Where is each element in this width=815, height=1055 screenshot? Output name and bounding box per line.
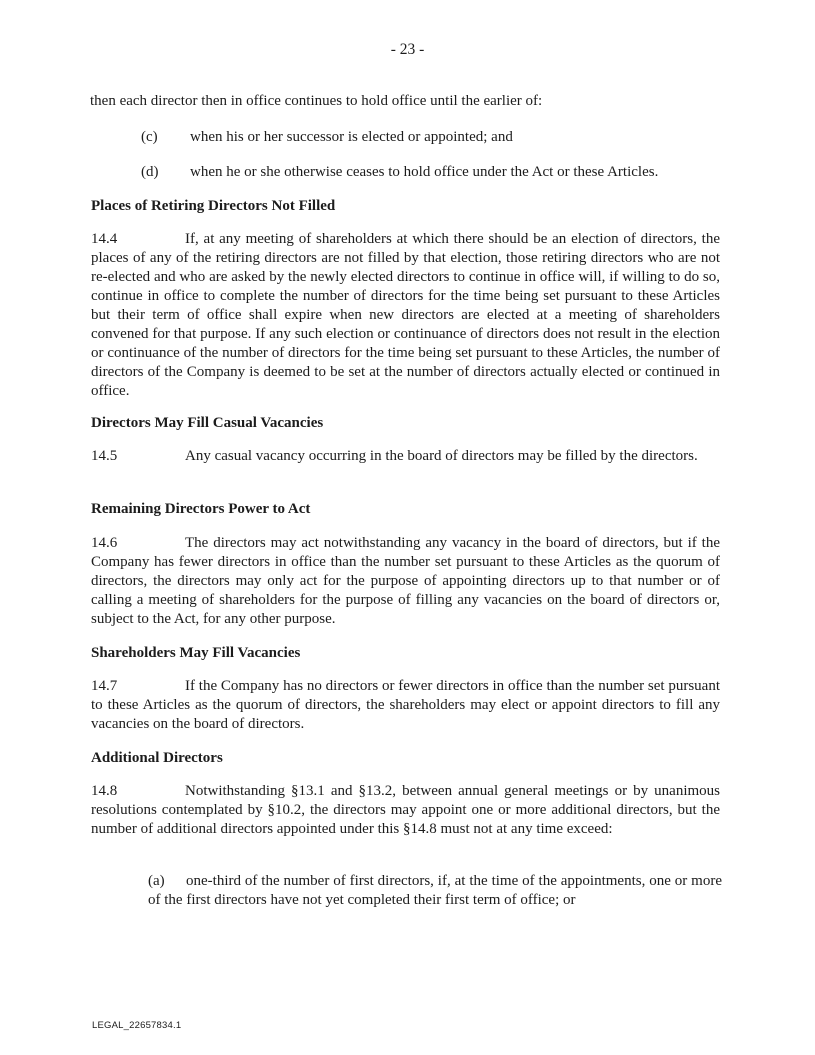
section-heading-14-6: Remaining Directors Power to Act <box>91 501 311 517</box>
section-text: If, at any meeting of shareholders at which there should be an election of directors, the places of any of the retiring directors are not filled by that election, those retiring directors who are not re-elected and who are asked by the newly elected directors to continue in office will, if willing to do so, continue in office to complete the number of directors for the time being set pursuant to these Articles but their term of office shall expire when new directors are elected at a meeting of shareholders convened for that purpose. If any such election or continuance of directors does not result in the election or continuance of the number of directors for the time being set pursuant to these Articles, the number of directors of the Company is deemed to be set at the number of directors actually elected or continued in office. <box>91 231 720 399</box>
list-item-label: (c) <box>141 129 158 145</box>
section-number: 14.6 <box>91 535 118 551</box>
section-number: 14.5 <box>91 448 118 464</box>
section-number: 14.7 <box>91 678 118 694</box>
section-paragraph-14-4 <box>91 230 720 401</box>
section-paragraph-14-6 <box>91 534 720 629</box>
section-heading-14-5: Directors May Fill Casual Vacancies <box>91 415 324 431</box>
section-paragraph-14-5 <box>91 447 720 466</box>
section-paragraph-14-7 <box>91 677 720 734</box>
sub-item-label: (a) <box>148 873 165 889</box>
page-number: - 23 - <box>390 41 425 58</box>
section-text: Any casual vacancy occurring in the board of directors may be filled by the directors. <box>185 448 698 464</box>
document-footer-id: LEGAL_22657834.1 <box>92 1020 182 1031</box>
section-text: The directors may act notwithstanding any vacancy in the board of directors, but if the Company has fewer directors in office than the number set pursuant to these Articles as the quorum of directors, the directors may only act for the purpose of appointing directors up to that number or of calling a meeting of shareholders for the purpose of filling any vacancies on the board of directors or, subject to the Act, for any other purpose. <box>91 535 720 627</box>
section-heading-14-7: Shareholders May Fill Vacancies <box>91 645 301 661</box>
section-text: Notwithstanding §13.1 and §13.2, between annual general meetings or by unanimous resolutions contemplated by §10.2, the directors may appoint one or more additional directors, but the number of additional directors appointed under this §14.8 must not at any time exceed: <box>91 783 720 837</box>
sub-item-a <box>148 872 722 910</box>
section-number: 14.8 <box>91 783 118 799</box>
list-item-text: when his or her successor is elected or appointed; and <box>190 129 513 145</box>
section-paragraph-14-8 <box>91 782 720 839</box>
sub-item-text: one-third of the number of first directors, if, at the time of the appointments, one or more of the first directors have not yet completed their first term of office; or <box>148 873 722 908</box>
section-heading-14-4: Places of Retiring Directors Not Filled <box>91 198 336 214</box>
lead-paragraph: then each director then in office continues to hold office until the earlier of: <box>90 93 543 109</box>
list-item-label: (d) <box>141 164 159 180</box>
section-text: If the Company has no directors or fewer directors in office than the number set pursuant to these Articles as the quorum of directors, the shareholders may elect or appoint directors to fill any vacancies on the board of directors. <box>91 678 720 732</box>
list-item-text: when he or she otherwise ceases to hold office under the Act or these Articles. <box>190 164 659 180</box>
section-heading-14-8: Additional Directors <box>91 750 223 766</box>
section-number: 14.4 <box>91 231 118 247</box>
